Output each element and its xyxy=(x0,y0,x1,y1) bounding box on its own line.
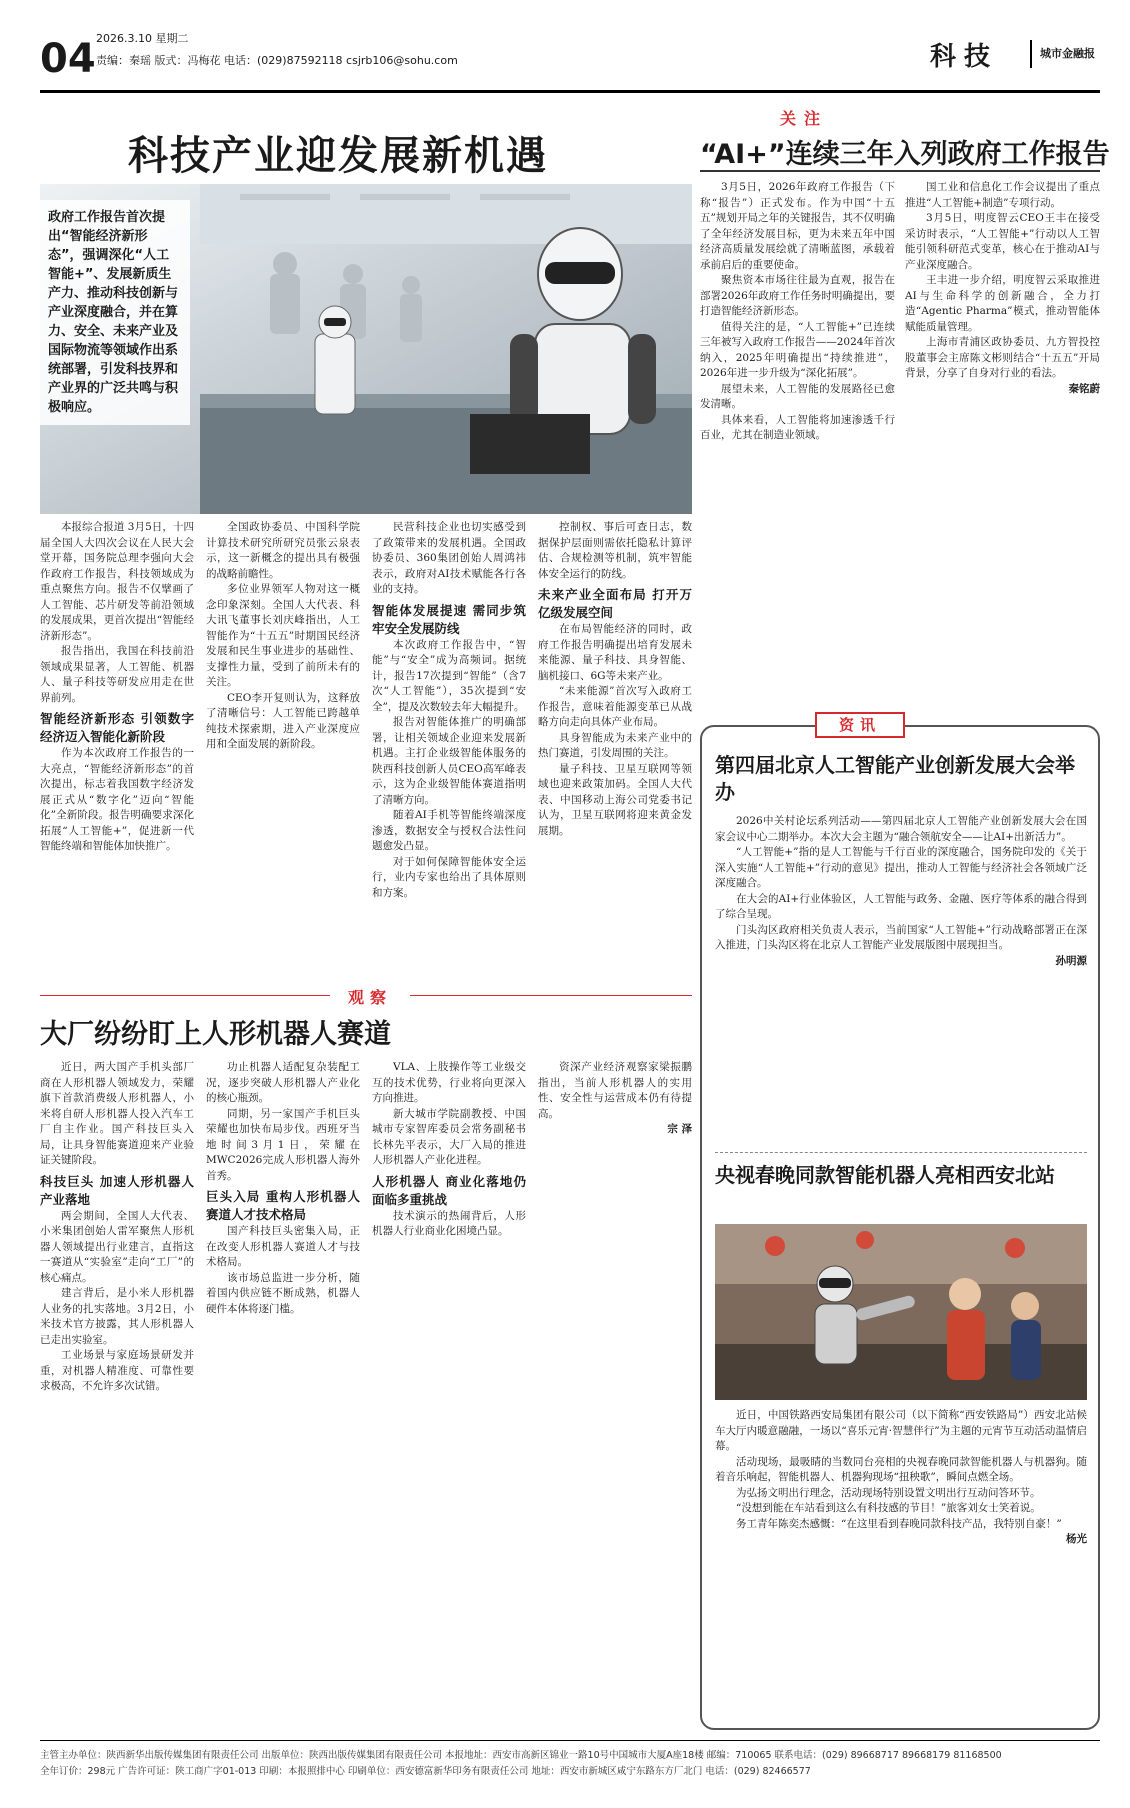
main-column-3 xyxy=(372,520,526,980)
section-rule-right xyxy=(410,995,692,996)
paragraph: 对于如何保障智能体安全运行，业内专家也给出了具体原则和方案。 xyxy=(372,855,526,899)
paragraph: 王丰进一步介绍，明度智云采取推进AI与生命科学的创新融合，全力打造“Agentic Pharma”模式，推动智能体赋能质量管理。 xyxy=(905,274,1100,333)
paragraph: 3月5日，2026年政府工作报告（下称“报告”）正式发布。作为中国“十五五”规划开局之年的关键报告，其不仅明确了全年经济发展目标，更为未来五年中国经济高质量发展绘就了清晰蓝图，承载着承前启后的重要使命。 xyxy=(700,181,895,271)
paragraph: 值得关注的是，“人工智能+”已连续三年被写入政府工作报告——2024年首次纳入，2025年明确提出“持续推进”，2026年进一步升级为“深化拓展”。 xyxy=(700,320,895,379)
byline: 孙明源 xyxy=(1055,954,1087,967)
news1-body xyxy=(715,814,1087,1144)
observe-column-3 xyxy=(372,1060,526,1605)
paragraph: 多位业界领军人物对这一概念印象深刻。全国人大代表、科大讯飞董事长刘庆峰指出，人工智能作为“十五五”时期国民经济发展和民生事业进步的基础性、支撑性力量，受到了前所未有的关注。 xyxy=(206,583,360,688)
subheading: 科技巨头 加速人形机器人产业落地 xyxy=(40,1173,194,1207)
subheading: 智能经济新形态 引领数字经济迈入智能化新阶段 xyxy=(40,711,194,744)
masthead xyxy=(40,10,1100,88)
station-robot-photo xyxy=(715,1224,1087,1400)
paragraph: 作为本次政府工作报告的一大亮点，“智能经济新形态”的首次提出，标志着我国数字经济发展正式从“数字化”迈向“智能化”全新阶段。报告明确要求深化拓展“人工智能+”，促进新一代智能终端和智能体加快推广。 xyxy=(40,747,194,852)
paragraph: VLA、上肢操作等工业级交互的技术优势，行业将向更深入方向推进。 xyxy=(372,1061,526,1104)
observe-tag: 观察 xyxy=(347,988,392,1007)
subheading: 人形机器人 商业化落地仍面临多重挑战 xyxy=(372,1173,526,1207)
focus-article-body xyxy=(700,180,1100,680)
main-column-1 xyxy=(40,520,194,980)
observe-article-body xyxy=(40,1060,692,1605)
masthead-rule xyxy=(40,90,1100,93)
paragraph: 两会期间，全国人大代表、小米集团创始人雷军聚焦人形机器人领域提出行业建言，直指这一赛道从“实验室”走向“工厂”的核心痛点。 xyxy=(40,1209,194,1284)
byline: 秦铭蔚 xyxy=(1068,382,1100,395)
paragraph: 具身智能成为未来产业中的热门赛道，引发周围的关注。 xyxy=(538,731,692,759)
paragraph: 具体来看，人工智能将加速渗透千行百业，尤其在制造业领域。 xyxy=(700,413,895,441)
paragraph: 聚焦资本市场往往最为直观，报告在部署2026年政府工作任务时明确提出，要打造智能经济新形态。 xyxy=(700,274,895,317)
paragraph: 民营科技企业也切实感受到了政策带来的发展机遇。全国政协委员、360集团创始人周鸿祎表示，政府对AI技术赋能各行各业的支持。 xyxy=(372,521,526,595)
paragraph: 国产科技巨头密集入局，正在改变人形机器人赛道人才与技术格局。 xyxy=(206,1225,360,1268)
paragraph: 为弘扬文明出行理念，活动现场特别设置文明出行互动问答环节。 xyxy=(736,1486,1041,1499)
main-column-4 xyxy=(538,520,692,980)
focus-headline: “AI+”连续三年入列政府工作报告 xyxy=(700,139,1110,170)
news2-headline xyxy=(715,1162,1087,1189)
editors-line: 责编：秦瑶 版式：冯梅花 电话：(029)87592118 csjrb106@sohu.com xyxy=(96,54,458,67)
paragraph: 上海市青浦区政协委员、九方智投控股董事会主席陈文彬则结合“十五五”开局背景，分享了自身对行业的看法。 xyxy=(905,336,1100,379)
byline: 宗 泽 xyxy=(667,1123,692,1135)
news2-body xyxy=(715,1408,1087,1718)
focus-tag: 关注 xyxy=(780,109,829,128)
news-tag: 资讯 xyxy=(815,712,905,738)
paragraph: 在大会的AI+行业体验区，人工智能与政务、金融、医疗等体系的融合得到了综合呈现。 xyxy=(715,892,1087,920)
footer-print-line: 全年订价：298元 广告许可证：陕工商广字01-013 印刷：本报照排中心 印刷单位：西安德富新华印务有限责任公司 地址：西安市新城区咸宁东路东方厂北门 电话：(029) 82466577 xyxy=(40,1766,811,1777)
subheading: 未来产业全面布局 打开万亿级发展空间 xyxy=(538,587,692,620)
paragraph: 功止机器人适配复杂装配工况，逐步突破人形机器人产业化的核心瓶颈。 xyxy=(206,1061,360,1104)
paragraph: 报告指出，我国在科技前沿领域成果显著，人工智能、机器人、量子科技等研发应用走在世界前列。 xyxy=(40,645,194,704)
paragraph: 技术演示的热闹背后，人形机器人行业商业化困境凸显。 xyxy=(372,1209,526,1237)
paragraph: 3月5日，明度智云CEO王丰在接受采访时表示，“人工智能+”行动以人工智能引领科研范式变革，核心在于推动AI与产业深度融合。 xyxy=(905,212,1100,271)
lead-summary: 政府工作报告首次提出“智能经济新形态”，强调深化“人工智能+”、发展新质生产力、推动科技创新与产业深度融合，并在算力、安全、未来产业及国际物流等领域作出系统部署，引发科技界和产业界的广泛共鸣与积极响应。 xyxy=(40,200,190,425)
paragraph: 近日，中国铁路西安局集团有限公司（以下简称“西安铁路局”）西安北站候车大厅内暖意融融，一场以“喜乐元宵·智慧伴行”为主题的元宵节互动活动温情启幕。 xyxy=(715,1409,1087,1452)
main-column-2 xyxy=(206,520,360,980)
subheading: 巨头入局 重构人形机器人赛道人才技术格局 xyxy=(206,1189,360,1222)
paragraph: 近日，两大国产手机头部厂商在人形机器人领域发力，荣耀旗下首款消费级人形机器人，小米将自研人形机器人投入汽车工厂自主作业。国产科技巨头入局，让具身智能赛道迎来产业验证关键阶段。 xyxy=(40,1061,194,1166)
section-rule-left xyxy=(40,995,330,996)
paragraph: 该市场总监进一步分析，随着国内供应链不断成熟，机器人硬件本体将逐门槛。 xyxy=(206,1271,360,1315)
paragraph: 2026中关村论坛系列活动——第四届北京人工智能产业创新发展大会在国家会议中心二期举办。本次大会主题为“融合领航安全——让AI+出新活力”。 xyxy=(715,815,1087,843)
paragraph: “没想到能在车站看到这么有科技感的节目！”旅客刘女士笑着说。 xyxy=(736,1502,1041,1514)
news2-headline-text: 央视春晚同款智能机器人亮相西安北站 xyxy=(715,1163,1055,1187)
paragraph: 门头沟区政府相关负责人表示，当前国家“人工智能+”行动战略部署正在深入推进，门头沟区将在北京人工智能产业发展版图中展现担当。 xyxy=(715,923,1087,951)
paragraph: 工业场景与家庭场景研发并重，对机器人精准度、可靠性要求极高，不允许多次试错。 xyxy=(40,1349,194,1392)
observe-headline: 大厂纷纷盯上人形机器人赛道 xyxy=(40,1019,391,1050)
issue-date: 2026.3.10 星期二 xyxy=(96,32,189,45)
paragraph: 本报综合报道 3月5日，十四届全国人大四次会议在人民大会堂开幕，国务院总理李强向大会作政府工作报告，科技领域成为重点聚焦方向。报告不仅擘画了人工智能、芯片研发等前沿领域的发展成果，更首次提出“智能经济新形态”。 xyxy=(40,521,194,642)
paragraph: 同期，另一家国产手机巨头荣耀也加快布局步伐。西班牙当地时间3月1日，荣耀在MWC2026完成人形机器人海外首秀。 xyxy=(206,1107,360,1182)
paragraph: 随着AI手机等智能终端深度渗透，数据安全与授权合法性问题愈发凸显。 xyxy=(372,809,526,852)
focus-rule xyxy=(700,170,1100,172)
byline: 杨光 xyxy=(1066,1533,1087,1545)
paragraph: 新大城市学院副教授、中国城市专家智库委员会常务副秘书长林先平表示，大厂入局的推进人形机器人产业化进程。 xyxy=(372,1107,526,1166)
observe-column-1 xyxy=(40,1060,194,1605)
paragraph: 展望未来，人工智能的发展路径已愈发清晰。 xyxy=(700,382,895,410)
paragraph: 量子科技、卫星互联网等领域也迎来政策加码。全国人大代表、中国移动上海公司党委书记认为，卫星互联网将迎来黄金发展期。 xyxy=(538,762,692,837)
observe-column-4 xyxy=(538,1060,692,1605)
observe-column-2 xyxy=(206,1060,360,1605)
paragraph: 全国政协委员、中国科学院计算技术研究所研究员张云泉表示，这一新概念的提出具有极强的战略前瞻性。 xyxy=(206,521,360,580)
news1-headline xyxy=(715,752,1087,806)
paragraph: 务工青年陈奕杰感慨：“在这里看到春晚同款科技产品，我特别自豪！” xyxy=(736,1517,1062,1530)
paragraph: 本次政府工作报告中，“智能”与“安全”成为高频词。据统计，报告17次提到“智能”（含7次“人工智能”），35次提到“安全”，提及次数较去年大幅提升。 xyxy=(372,638,526,713)
subheading: 智能体发展提速 需同步筑牢安全发展防线 xyxy=(372,602,526,636)
focus-column-1 xyxy=(700,180,895,680)
paragraph: “人工智能+”指的是人工智能与千行百业的深度融合，国务院印发的《关于深入实施“人工智能+”行动的意见》提出，推动人工智能与经济社会各领域广泛深度融合。 xyxy=(715,846,1087,889)
paragraph: 资深产业经济观察家梁振鹏指出，当前人形机器人的实用性、安全性与运营成本仍有待提高。 xyxy=(538,1061,692,1120)
paragraph: 建言背后，是小米人形机器人业务的扎实落地。3月2日，小米技术官方披露，其人形机器人已走出实验室。 xyxy=(40,1287,194,1346)
paper-name: 城市金融报 xyxy=(1030,40,1100,68)
main-article-body xyxy=(40,520,692,980)
news-divider xyxy=(715,1152,1087,1153)
paragraph: 国工业和信息化工作会议提出了重点推进“人工智能+制造”专项行动。 xyxy=(905,181,1100,209)
page-number: 04 xyxy=(40,36,96,82)
paragraph: CEO李开复则认为，这释放了清晰信号：人工智能已跨越单纯技术探索期，进入产业深度应用和全面发展的新阶段。 xyxy=(206,691,360,750)
paragraph: 活动现场，最吸睛的当数同台亮相的央视春晚同款智能机器人与机器狗。随着音乐响起，智能机器人、机器狗现场“扭秧歌”，瞬间点燃全场。 xyxy=(715,1455,1087,1483)
footer-rule xyxy=(40,1740,1100,1741)
main-headline: 科技产业迎发展新机遇 xyxy=(128,132,548,179)
footer-publisher-line: 主管主办单位：陕西新华出版传媒集团有限责任公司 出版单位：陕西出版传媒集团有限责任公司 本报地址：西安市高新区锦业一路10号中国城市大厦A座18楼 邮编：710065 联系电话：(029) 89668717 89668179 81168500 xyxy=(40,1750,1002,1761)
section-title: 科技 xyxy=(930,42,999,72)
paragraph: “未来能源”首次写入政府工作报告，意味着能源变革已从战略方向走向具体产业布局。 xyxy=(538,685,692,728)
focus-column-2 xyxy=(905,180,1100,680)
paragraph: 在布局智能经济的同时，政府工作报告明确提出培育发展未来能源、量子科技、具身智能、脑机接口、6G等未来产业。 xyxy=(538,623,692,682)
paragraph: 报告对智能体推广的明确部署，让相关领域企业迎来发展新机遇。主打企业级智能体服务的陕西科技创新人员CEO高军峰表示，这为企业级智能体赛道指明了清晰方向。 xyxy=(372,716,526,806)
paragraph: 控制权、事后可查日志，数据保护层面则需依托隐私计算评估、合规检测等机制，筑牢智能体安全运行的防线。 xyxy=(538,521,692,580)
footer xyxy=(40,1748,1100,1780)
news1-headline-text: 第四届北京人工智能产业创新发展大会举办 xyxy=(715,753,1075,804)
